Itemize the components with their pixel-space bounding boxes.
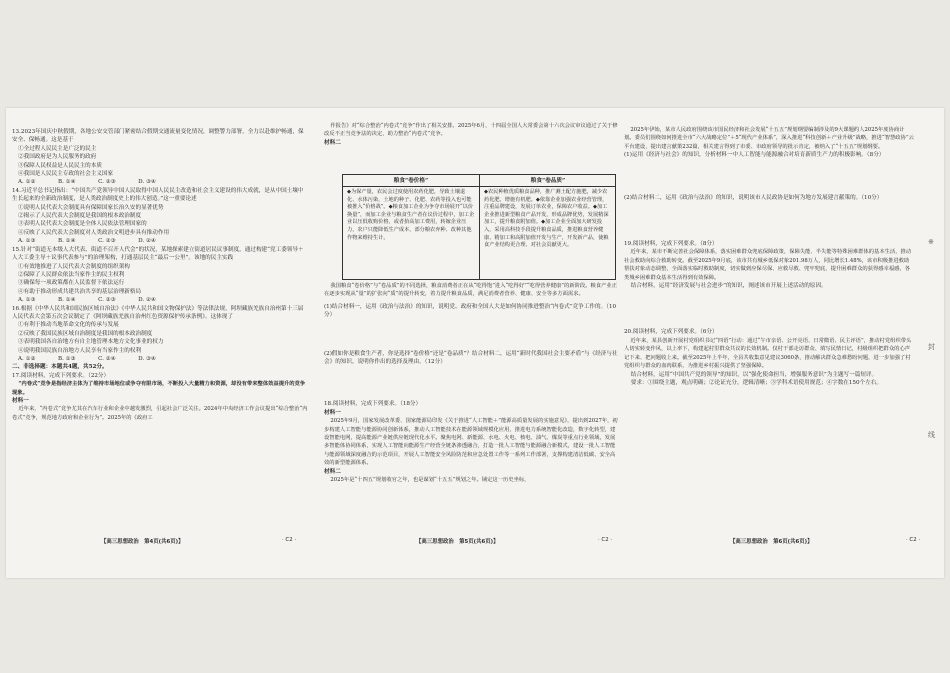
q17-material-2-text: 我国粮食“卷价格”与“卷品质”的不同选择，粮食消费者正在从“吃得饱”进入“吃得好”“吃得营养健康”的新阶段。粮食产业正在逐步实现从“量”的扩张向“质”的提升转变，着力提升粮食品质，满足消费者营养、健康、安全等多方面需求。: [324, 283, 617, 298]
q17-material-2-label: 材料二: [324, 139, 341, 146]
q18-stem: 18.阅读材料，完成下列要求。（18分）: [324, 401, 422, 408]
q15-option: ①有效地推进了人民代表大会制度的组织架构: [18, 263, 130, 270]
grain-comparison-table: [342, 174, 616, 280]
q19-stem: 19.阅读材料，完成下列要求。（8分）: [624, 241, 718, 248]
page-6-column: [624, 126, 914, 387]
q20-material: 近年来，某县创新开展村党组织书记“四语”行动：通过“午市亲语、公开亮语、日常微语、民主评语”，推动村党组织带头人切实转变作风，以上率下，构建起村里群众共议的长效机制。仅村干部走访群众、填写民情日记，村级组织把群众的心声记下来、把问题收上来。截至2025年上半年，全县共收集意见建议3060条，推动解决群众急难愁盼问题，进一步加强了村党组织与群众的血肉联系，为推进乡村振兴提供了坚强保障。: [624, 337, 912, 370]
q17-stem: 17.阅读材料，完成下列要求。（22分）: [12, 372, 110, 379]
q20-stem: 20.阅读材料，完成下列要求。（6分）: [624, 329, 718, 336]
margin-mark: ※: [928, 238, 934, 246]
q19-material: 近年来，某市不断完善社会保障体系，落实困难群众兜底保障政策，保障失能、半失能等特殊困难群体的基本生活，推动社会救助向综合救助转变。截至2025年9月底，该市共有城乡低保对象201.98万人，同比增长1.48%，该市积极推进救助帮扶对象动态调整，全面落实临时救助制度，切实做到应保尽保、应救尽救、兜牢兜底，提升困难群众的获得感幸福感，各类城乡困难群众基本生活得到有效保障。: [624, 249, 912, 281]
q15-stem: 15.针对“街道无本级人大代表、街道不召开人代会”的状况，某地探索建立街道居民议事制度，通过构建“党工委领导＋人大工委主导＋议事代表参与”的治理架构，打通基层民主“最后一公里”。该地的民主实践: [12, 246, 304, 262]
page-4-code: · C2 ·: [282, 537, 297, 543]
exam-sheet: [6, 108, 944, 578]
page-6-code: · C2 ·: [906, 537, 921, 543]
table-cell-price: ◆为保产量，农民会过度使用农药化肥，导致土壤退化、水体污染，土地的种子、化肥、农药等投入也可能被推入“价格战”。◆粮食加工企业为争夺市场展开“以价换量”，而加工企业与粮食生产者在议价过程中，加工企业以压低收购价格，或者抬高加工费用，转嫁企业压力，农户只能降低生产成本，部分粮农弃种、改种其他作物来维持生计。: [347, 189, 475, 241]
q20-note: 要求：①围绕主题，观点明确；②论证充分，逻辑清晰；③学科术语使用规范；④字数在150个左右。: [630, 379, 882, 386]
q15-option: ④有助于推动形成共建共治共享的基层治理新格局: [18, 288, 142, 295]
q17-material-1: 近年来，“内卷式”竞争尤其在汽车行业和企业中越发激烈，引起社会广泛关注。2024年中央经济工作会议提出“综合整治“内卷式”竞争，规范地方政府和企业行为”。2025年的《政府工: [12, 406, 308, 421]
q17-material-1-cont: 作报告》对“综合整治“内卷式”竞争”作出了相关安排。2025年6月，十四届全国人大常委会第十六次会议审议通过了关于修改反不正当竞争法的决定，助力整治“内卷式”竞争。: [324, 123, 618, 138]
page-5-column-lower: [324, 282, 620, 485]
section-2-heading: 二、非选择题：本题共4题，共52分。: [12, 364, 108, 371]
q13-option: ②我国政府是为人民服务的政府: [18, 154, 97, 161]
q14-option: ③表明人民代表大会制度是全体人民依法管理国家的: [18, 221, 147, 228]
q16-option: ①有利于推动当地革命文化的传承与发展: [18, 322, 119, 329]
q17-material-1-label: 材料一: [12, 398, 29, 404]
page-5-footer: 【高三思想政治 第5页(共6页)】: [416, 539, 499, 545]
q16-option: ③表明我国各自治地方有自主地管理本地方文化事业的权力: [18, 339, 164, 346]
q15-choices: A. ①③ B. ①④ C. ②③ D. ②④: [18, 297, 156, 304]
table-header-price: 粮食“卷价格”: [393, 178, 429, 184]
q18-material-2-label: 材料二: [324, 468, 341, 475]
q14-choices: A. ①③ B. ①④ C. ②③ D. ②④: [18, 238, 156, 245]
q16-option: ④说明我国民族自治地方人民享有当家作主的权利: [18, 347, 142, 354]
q19-requirement: 结合材料，运用“经济发展与社会进步”的知识，阐述该市开展上述活动的原因。: [630, 283, 827, 290]
q16-stem: 16.根据《中华人民共和国民族区域自治法》《中华人民共和国文物保护法》等法律法规，阿坝藏族羌族自治州第十三届人民代表大会第五次会议制定了《阿坝藏族羌族自治州红色资源保护传承条例》。这体现了: [12, 305, 304, 320]
q13-option: ③保障人民权益是人民民主的本质: [18, 162, 102, 169]
q18-subquestion-1: (1)运用《经济与社会》的知识，分析材料一中人工智能与能源融合对培育新质生产力的积极影响。（8分）: [624, 152, 885, 159]
q15-option: ③确保每一项政策都在人民监督下依法运行: [18, 280, 125, 287]
page-5-column: [324, 122, 620, 147]
table-divider: [479, 175, 480, 279]
margin-mark: 线: [928, 431, 935, 439]
q17-quote: “内卷式”竞争是指经济主体为了维持市场地位或争夺有限市场，不断投入大量精力和资源，却没有带来整体效益提升的竞争现象。: [12, 381, 306, 396]
q18-material-1: 2025年9月，国家发展改革委、国家能源局印发《关于推进“人工智能＋”能源高质量发展的实施意见》，提出到2027年，初步构建人工智能与能源协同创新体系，推动人工智能技术在能源领域规模化应用，推进电力系统智能化改造，数字化转型，建设智能电网，提高能源产业链供应链现代化水平。聚焦电网、新能源、水电、火电、核电、油气、煤炭等重点行业领域，发展多智能体协同体系，实现人工智能向能源生产经营全链条渗透融合，打造一批人工智能与能源融合新模式，建设一批人工智能与能源领域深度融合的示范项目，开展人工智能安全风险防范和应急处置工作等一系列工作部署，支撑构建清洁低碳、安全高效的新型能源体系。: [324, 418, 618, 467]
q17-subquestion-2: (2)假如你是粮食生产者，你是选择“卷价格”还是“卷品质”？结合材料二，运用“新时代我国社会主要矛盾”与《经济与社会》的知识，说明你作出的选择及理由。（12分）: [324, 350, 618, 366]
q18-material-2-cont: 2025年伊始，某市人民政府围绕该市国民经济和社会发展“十五五”规划纲要编制涉及的9大课题约人2025年度协商计划。委员们围绕如何推进全市“六大战略定位”＋5“现代产业体系”，深入推进“科技创新＋产业升级”战略，推进“智慧政协”云平台建设，提出建言献策232篇，相关建言得到了市委、市政府领导的批示肯定，被纳入了“十五五”规划纲要。: [624, 127, 914, 150]
q16-choices: A. ①② B. ①③ C. ②④ D. ③④: [18, 355, 156, 362]
q14-option: ②揭示了人民代表大会制度是我国的根本政治制度: [18, 213, 142, 220]
q18-material-2: 2025年是“十四五”规划收官之年，也是谋划“十五五”规划之年。铺定这一历史坐标，: [330, 477, 530, 484]
q18-subquestion-2: (2)结合材料二，运用《政治与法治》的知识，说明该市人民政协是如何为地方发展建言献策的。（10分）: [624, 194, 883, 201]
page-6-footer: 【高三思想政治 第6页(共6页)】: [730, 539, 813, 545]
q13-option: ①全过程人民民主是广泛的民主: [18, 145, 97, 152]
q13-option: ④我国是人民民主专政的社会主义国家: [18, 171, 114, 178]
q14-stem: 14.习近平总书记指出：“中国共产党领导中国人民取得中国人民民主改造和社会主义建设的伟大成就，是从中国土壤中生长起来的全新政治制度，是人类政治制度史上的伟大创造。”这一重要论述: [12, 187, 304, 203]
page-5-code: · C2 ·: [598, 537, 613, 543]
table-header-quality: 粮食“卷品质”: [530, 178, 566, 184]
q20-requirement: 结合材料，运用“中国共产党的领导”的知识，以“强化使命担当，增强服务意识”为主题写一篇短评。: [630, 371, 878, 378]
margin-mark: 封: [928, 343, 935, 351]
table-cell-quality: ◆农民种植优质粮食品种，推广测土配方施肥，减少农药化肥，增施有机肥。◆依靠企业加强农业经营管理，注重品牌建设，发展订单农业，保障农户收益。◆加工企业推进新型粮食产品开发，形成品牌优势，发展精深加工，提升粮食附加值。◆加工企业全面加大研发投入，采用高科技手段提升粮食品质，推进粮食营养健康、精加工和高附加值开发与生产，开发新产品，使粮食产业结构更合理、对社会贡献更大。: [484, 189, 609, 249]
page-4-column: [12, 128, 308, 422]
q15-option: ②保障了人民群众依法当家作主的民主权利: [18, 271, 125, 278]
q18-material-1-label: 材料一: [324, 409, 341, 416]
q14-option: ①说明人民代表大会制度具有保障国家长治久安的显著优势: [18, 204, 164, 211]
q14-option: ④反映了人民代表大会制度对人类政治文明进步具有推动作用: [18, 229, 170, 236]
q16-option: ②反映了我国民族区域自治制度是我国的根本政治制度: [18, 330, 153, 337]
q13-stem: 13.2023年国庆中秋假期，各地公安交管部门紧密结合假期交通流量变化情况，调整警力部署，全力以赴维护畅通，保安全、保畅通。这是基于: [12, 129, 304, 144]
q17-subquestion-1: (1)结合材料一，运用《政治与法治》的知识，说明党、政府和全国人大是如何协同推进整治“内卷式”竞争工作的。（10分）: [324, 303, 617, 319]
q13-choices: A. ①② B. ①④ C. ②③ D. ③④: [18, 179, 156, 186]
page-4-footer: 【高三思想政治 第4页(共6页)】: [101, 539, 184, 545]
